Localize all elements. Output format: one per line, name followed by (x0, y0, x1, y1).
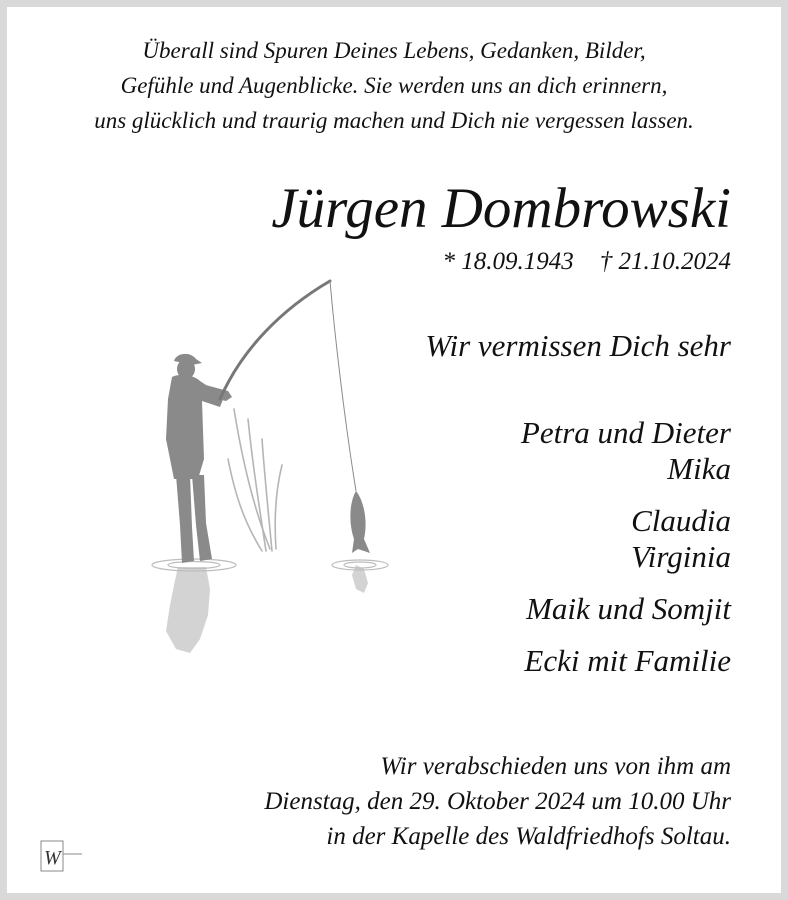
mourner-name: Mika (667, 451, 731, 486)
farewell-line: Wir verabschieden uns von ihm am (380, 753, 731, 780)
mourners-list (521, 415, 731, 695)
fishing-rod (220, 281, 330, 399)
poem-line: uns glücklich und traurig machen und Dich nie vergessen lassen. (94, 108, 694, 133)
fishing-line (330, 281, 356, 491)
mourner-group (521, 591, 731, 627)
mourner-group (521, 643, 731, 679)
life-dates (443, 245, 732, 279)
mourner-name: Ecki mit Familie (524, 643, 731, 678)
water-reflection (166, 565, 368, 653)
poem-line: Überall sind Spuren Deines Lebens, Gedanken, Bilder, (142, 38, 646, 63)
poem-line: Gefühle und Augenblicke. Sie werden uns an dich erinnern, (120, 73, 668, 98)
mourner-name: Petra und Dieter (520, 415, 731, 450)
fisherman-body (166, 354, 232, 563)
mourner-group (521, 415, 731, 487)
mourner-name: Claudia (631, 503, 731, 538)
farewell-line: Dienstag, den 29. Oktober 2024 um 10.00 Uhr (264, 788, 731, 815)
mourner-group (521, 503, 731, 575)
death-date: † 21.10.2024 (599, 248, 731, 275)
reeds (228, 409, 282, 551)
fisherman-silhouette-icon (142, 269, 402, 669)
mourner-name: Virginia (631, 539, 731, 574)
farewell-line: in der Kapelle des Waldfriedhofs Soltau. (326, 823, 731, 850)
logo-letter: W (44, 847, 61, 869)
birth-date: * 18.09.1943 (442, 248, 574, 275)
mourner-name: Maik und Somjit (526, 591, 731, 626)
remembrance-message: Wir vermissen Dich sehr (425, 328, 731, 363)
funeral-announcement (264, 749, 731, 854)
deceased-name: Jürgen Dombrowski (271, 177, 731, 240)
memorial-poem (7, 33, 781, 138)
publisher-logo-icon (40, 840, 84, 872)
fish (350, 491, 370, 553)
